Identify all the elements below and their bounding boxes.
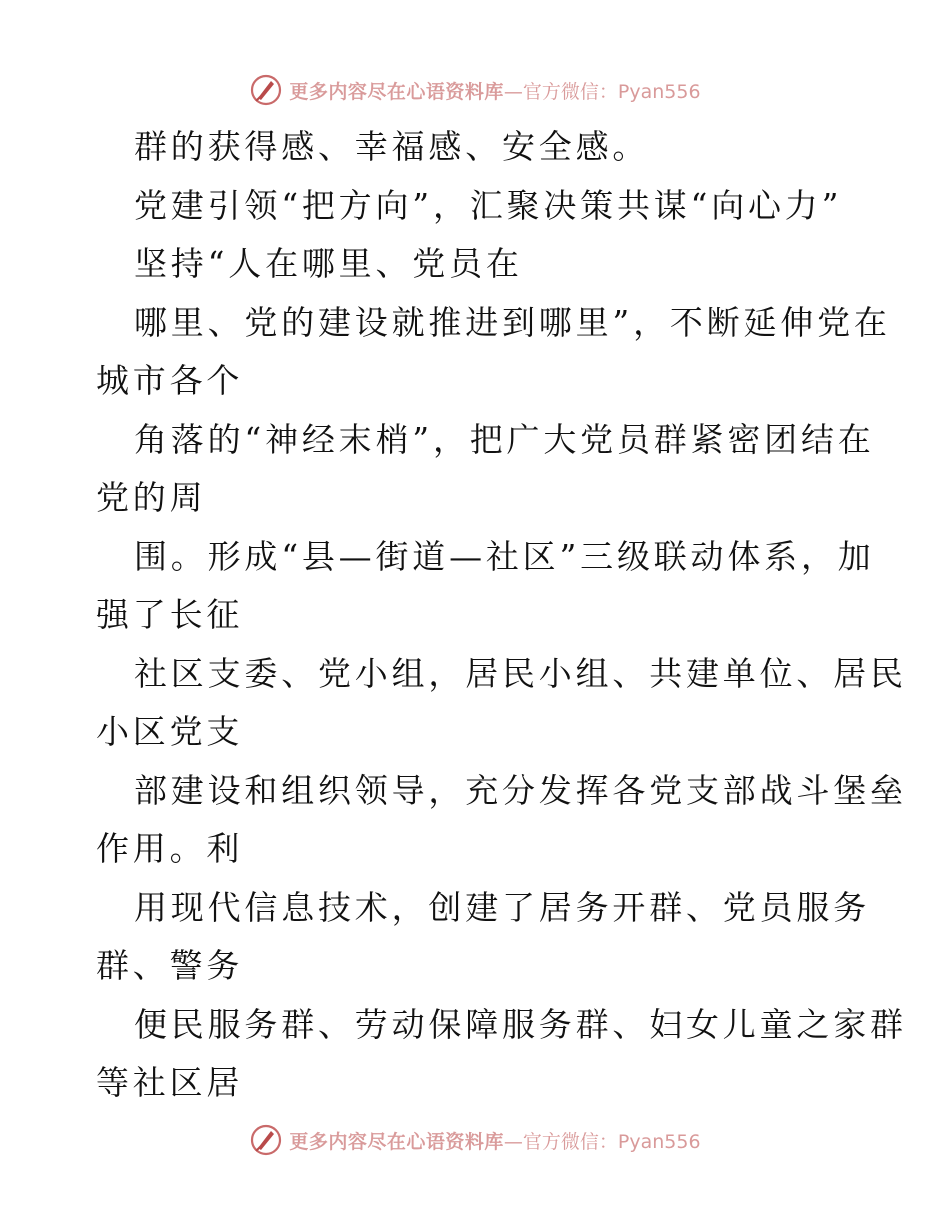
footer-brand-text: 更多内容尽在心语资料库 [289, 1130, 504, 1153]
text-line: 小区党支 [96, 712, 244, 751]
header-contact-text: —官方微信：Pyan556 [503, 80, 701, 103]
text-line: 社区支委、党小组，居民小组、共建单位、居民 [134, 653, 907, 693]
text-line: 强了长征 [96, 595, 244, 634]
footer-watermark [0, 1120, 950, 1160]
text-line: 党建引领“把方向”，汇聚决策共谋“向心力” [134, 185, 843, 225]
quill-seal-logo-icon [249, 73, 283, 107]
text-line: 部建设和组织领导，充分发挥各党支部战斗堡垒 [134, 770, 907, 810]
text-line: 哪里、党的建设就推进到哪里”，不断延伸党在 [134, 302, 891, 342]
text-line: 城市各个 [96, 361, 244, 400]
document-body [96, 118, 907, 1113]
text-line: 等社区居 [96, 1063, 244, 1102]
text-line: 用现代信息技术，创建了居务开群、党员服务 [134, 887, 870, 927]
text-line: 群、警务 [96, 946, 244, 985]
text-line: 便民服务群、劳动保障服务群、妇女儿童之家群 [134, 1004, 907, 1044]
footer-contact-text: —官方微信：Pyan556 [503, 1130, 701, 1153]
text-line: 围。形成“县—街道—社区”三级联动体系，加 [134, 536, 875, 576]
header-brand-text: 更多内容尽在心语资料库 [289, 80, 504, 103]
text-line: 群的获得感、幸福感、安全感。 [134, 127, 650, 166]
text-line: 作用。利 [96, 829, 244, 868]
text-line: 角落的“神经末梢”，把广大党员群紧密团结在 [134, 419, 875, 459]
text-line: 党的周 [96, 478, 207, 517]
header-watermark [0, 70, 950, 110]
quill-seal-logo-icon [249, 1123, 283, 1157]
text-line: 坚持“人在哪里、党员在 [134, 244, 523, 283]
